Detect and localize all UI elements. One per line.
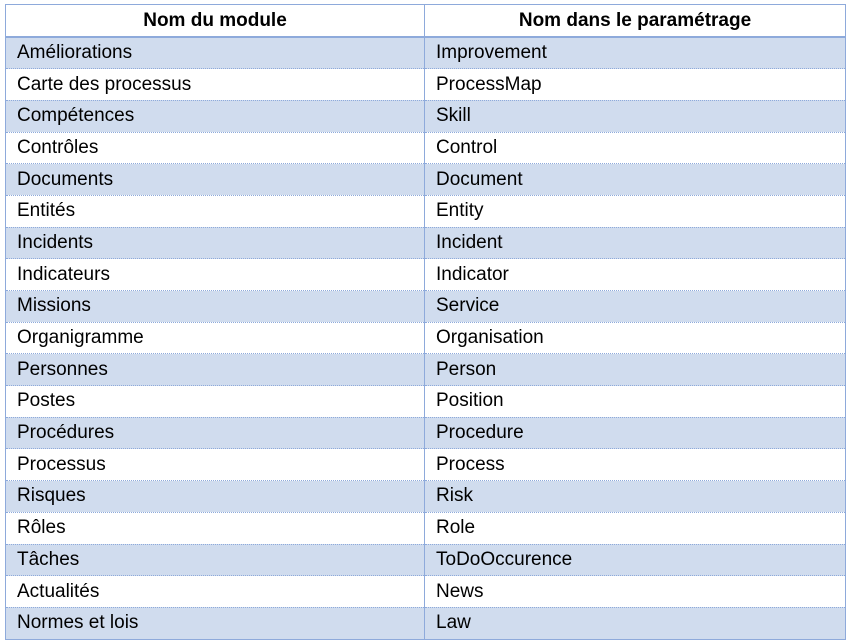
- module-name-cell: Organigramme: [6, 322, 425, 354]
- module-name-cell: Risques: [6, 481, 425, 513]
- table-row: [6, 164, 846, 196]
- setting-name-cell: Control: [425, 132, 846, 164]
- setting-name-cell: Improvement: [425, 37, 846, 69]
- module-name-cell: Procédures: [6, 417, 425, 449]
- setting-name-cell: Risk: [425, 481, 846, 513]
- module-name-cell: Tâches: [6, 544, 425, 576]
- table-row: [6, 607, 846, 639]
- module-name-cell: Documents: [6, 164, 425, 196]
- module-table-container: [5, 4, 845, 640]
- module-name-cell: Actualités: [6, 576, 425, 608]
- table-row: [6, 481, 846, 513]
- setting-name-cell: Incident: [425, 227, 846, 259]
- table-row: [6, 544, 846, 576]
- module-name-cell: Normes et lois: [6, 607, 425, 639]
- setting-name-cell: Entity: [425, 195, 846, 227]
- setting-name-cell: Procedure: [425, 417, 846, 449]
- table-row: [6, 576, 846, 608]
- module-mapping-table: [5, 4, 846, 640]
- setting-name-cell: Law: [425, 607, 846, 639]
- setting-name-cell: Skill: [425, 100, 846, 132]
- table-row: [6, 37, 846, 69]
- module-name-cell: Compétences: [6, 100, 425, 132]
- table-header-row: [6, 5, 846, 38]
- module-name-cell: Personnes: [6, 354, 425, 386]
- setting-name-cell: News: [425, 576, 846, 608]
- module-name-cell: Processus: [6, 449, 425, 481]
- module-name-cell: Contrôles: [6, 132, 425, 164]
- setting-name-cell: Organisation: [425, 322, 846, 354]
- module-name-cell: Indicateurs: [6, 259, 425, 291]
- table-row: [6, 512, 846, 544]
- module-name-cell: Entités: [6, 195, 425, 227]
- table-row: [6, 417, 846, 449]
- module-name-cell: Rôles: [6, 512, 425, 544]
- table-row: [6, 354, 846, 386]
- setting-name-cell: Person: [425, 354, 846, 386]
- table-row: [6, 259, 846, 291]
- table-row: [6, 322, 846, 354]
- table-row: [6, 195, 846, 227]
- header-module-name: Nom du module: [6, 5, 425, 38]
- setting-name-cell: Service: [425, 291, 846, 323]
- table-row: [6, 132, 846, 164]
- table-row: [6, 291, 846, 323]
- setting-name-cell: Indicator: [425, 259, 846, 291]
- header-setting-name: Nom dans le paramétrage: [425, 5, 846, 38]
- setting-name-cell: Process: [425, 449, 846, 481]
- setting-name-cell: Document: [425, 164, 846, 196]
- table-row: [6, 386, 846, 418]
- setting-name-cell: ToDoOccurence: [425, 544, 846, 576]
- table-body: [6, 37, 846, 639]
- module-name-cell: Missions: [6, 291, 425, 323]
- setting-name-cell: Position: [425, 386, 846, 418]
- module-name-cell: Améliorations: [6, 37, 425, 69]
- table-row: [6, 69, 846, 101]
- module-name-cell: Carte des processus: [6, 69, 425, 101]
- table-row: [6, 100, 846, 132]
- table-row: [6, 449, 846, 481]
- setting-name-cell: Role: [425, 512, 846, 544]
- setting-name-cell: ProcessMap: [425, 69, 846, 101]
- module-name-cell: Incidents: [6, 227, 425, 259]
- module-name-cell: Postes: [6, 386, 425, 418]
- table-row: [6, 227, 846, 259]
